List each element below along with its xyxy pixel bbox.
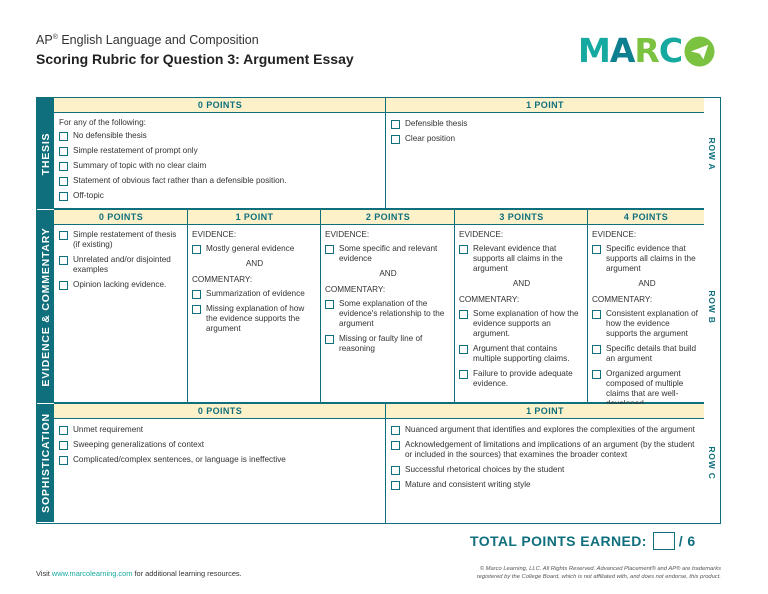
sophistication-side-label: SOPHISTICATION bbox=[37, 404, 54, 522]
checkbox-icon[interactable] bbox=[391, 481, 400, 490]
paper-plane-icon bbox=[683, 35, 716, 68]
marco-logo bbox=[578, 31, 716, 70]
checkbox-icon[interactable] bbox=[59, 147, 68, 156]
criterion-checkbox[interactable]: Acknowledgement of limitations and implications of an argument (by the student or included in the sources) that examines the broader context bbox=[391, 440, 703, 460]
total-points-out-of: / 6 bbox=[678, 533, 696, 549]
thesis-0-points-header: 0 POINTS bbox=[54, 98, 386, 113]
criterion-checkbox[interactable]: Statement of obvious fact rather than a defensible position. bbox=[59, 176, 381, 186]
criterion-checkbox[interactable]: Unmet requirement bbox=[59, 425, 381, 435]
checkbox-icon[interactable] bbox=[59, 281, 68, 290]
thesis-1-point-header: 1 POINT bbox=[386, 98, 704, 113]
criterion-checkbox[interactable]: Opinion lacking evidence. bbox=[59, 280, 183, 290]
evidence-3-points-header: 3 POINTS bbox=[455, 210, 588, 225]
evidence-2-points-header: 2 POINTS bbox=[321, 210, 455, 225]
checkbox-icon[interactable] bbox=[459, 310, 468, 319]
scoring-rubric-table bbox=[36, 97, 721, 524]
criterion-checkbox[interactable]: Simple restatement of prompt only bbox=[59, 146, 381, 156]
sophistication-1-point-header: 1 POINT bbox=[386, 404, 704, 419]
evidence-side-label: EVIDENCE & COMMENTARY bbox=[37, 210, 54, 403]
checkbox-icon[interactable] bbox=[592, 310, 601, 319]
checkbox-icon[interactable] bbox=[459, 345, 468, 354]
checkbox-icon[interactable] bbox=[592, 370, 601, 379]
column-divider bbox=[385, 98, 386, 208]
evidence-label: EVIDENCE: bbox=[192, 230, 237, 239]
criterion-checkbox[interactable]: Summarization of evidence bbox=[192, 289, 317, 299]
criterion-checkbox[interactable]: Some explanation of how the evidence supports an argument. bbox=[459, 309, 584, 339]
criterion-checkbox[interactable]: Some explanation of the evidence's relationship to the argument bbox=[325, 299, 451, 329]
checkbox-icon[interactable] bbox=[325, 245, 334, 254]
and-separator: AND bbox=[512, 279, 531, 288]
criterion-checkbox[interactable]: Sweeping generalizations of context bbox=[59, 440, 381, 450]
logo-letter-r: R bbox=[634, 31, 659, 70]
criterion-checkbox[interactable]: Consistent explanation of how the evidence supports the argument bbox=[592, 309, 702, 339]
sophistication-0-points-cell bbox=[59, 425, 381, 470]
commentary-label: COMMENTARY: bbox=[325, 285, 386, 294]
checkbox-icon[interactable] bbox=[59, 456, 68, 465]
page-title: Scoring Rubric for Question 3: Argument Essay bbox=[36, 51, 354, 67]
column-divider bbox=[385, 404, 386, 523]
checkbox-icon[interactable] bbox=[592, 345, 601, 354]
checkbox-icon[interactable] bbox=[391, 441, 400, 450]
checkbox-icon[interactable] bbox=[59, 132, 68, 141]
column-divider bbox=[454, 210, 455, 402]
thesis-0-points-cell bbox=[59, 118, 381, 206]
criterion-checkbox[interactable]: Unrelated and/or disjointed examples bbox=[59, 255, 183, 275]
criterion-checkbox[interactable]: Simple restatement of thesis (if existing) bbox=[59, 230, 183, 250]
criterion-checkbox[interactable]: Clear position bbox=[391, 134, 701, 144]
evidence-3-points-cell bbox=[459, 230, 584, 394]
checkbox-icon[interactable] bbox=[192, 305, 201, 314]
evidence-label: EVIDENCE: bbox=[592, 230, 637, 239]
criterion-checkbox[interactable]: Argument that contains multiple supporting claims. bbox=[459, 344, 584, 364]
and-separator: AND bbox=[379, 269, 397, 278]
criterion-checkbox[interactable]: Complicated/complex sentences, or language is ineffective bbox=[59, 455, 381, 465]
criterion-checkbox[interactable]: Failure to provide adequate evidence. bbox=[459, 369, 584, 389]
footer-visit: Visit www.marcolearning.com for additional learning resources. bbox=[36, 569, 242, 578]
course-subtitle: AP® English Language and Composition bbox=[36, 33, 259, 47]
criterion-checkbox[interactable]: Missing or faulty line of reasoning bbox=[325, 334, 451, 354]
logo-wordmark bbox=[578, 31, 683, 70]
checkbox-icon[interactable] bbox=[59, 426, 68, 435]
commentary-label: COMMENTARY: bbox=[192, 275, 253, 284]
thesis-side-label: THESIS bbox=[37, 98, 54, 209]
checkbox-icon[interactable] bbox=[59, 256, 68, 265]
criterion-checkbox[interactable]: Nuanced argument that identifies and explores the complexities of the argument bbox=[391, 425, 703, 435]
evidence-2-points-cell bbox=[325, 230, 451, 359]
column-divider bbox=[320, 210, 321, 402]
criterion-checkbox[interactable]: Successful rhetorical choices by the student bbox=[391, 465, 703, 475]
checkbox-icon[interactable] bbox=[459, 245, 468, 254]
evidence-1-point-cell bbox=[192, 230, 317, 339]
total-points bbox=[470, 532, 696, 550]
checkbox-icon[interactable] bbox=[391, 120, 400, 129]
checkbox-icon[interactable] bbox=[59, 441, 68, 450]
and-separator: AND bbox=[638, 279, 656, 288]
criterion-checkbox[interactable]: Mature and consistent writing style bbox=[391, 480, 703, 490]
evidence-4-points-cell bbox=[592, 230, 702, 414]
website-link[interactable]: www.marcolearning.com bbox=[51, 569, 133, 578]
criterion-checkbox[interactable]: No defensible thesis bbox=[59, 131, 381, 141]
thesis-0-intro: For any of the following: bbox=[59, 118, 146, 127]
sophistication-0-points-header: 0 POINTS bbox=[54, 404, 386, 419]
criterion-checkbox[interactable]: Specific details that build an argument bbox=[592, 344, 702, 364]
checkbox-icon[interactable] bbox=[192, 245, 201, 254]
criterion-checkbox[interactable]: Off-topic bbox=[59, 191, 381, 201]
commentary-label: COMMENTARY: bbox=[459, 295, 520, 304]
row-b-label: ROW B bbox=[707, 289, 717, 324]
checkbox-icon[interactable] bbox=[592, 245, 601, 254]
row-c-label: ROW C bbox=[707, 446, 717, 480]
checkbox-icon[interactable] bbox=[459, 370, 468, 379]
checkbox-icon[interactable] bbox=[59, 162, 68, 171]
checkbox-icon[interactable] bbox=[325, 335, 334, 344]
criterion-checkbox[interactable]: Some specific and relevant evidence bbox=[325, 244, 451, 264]
checkbox-icon[interactable] bbox=[59, 177, 68, 186]
checkbox-icon[interactable] bbox=[391, 466, 400, 475]
evidence-0-points-cell bbox=[59, 230, 183, 295]
column-divider bbox=[187, 210, 188, 402]
criterion-checkbox[interactable]: Defensible thesis bbox=[391, 119, 701, 129]
total-points-label: TOTAL POINTS EARNED: bbox=[470, 533, 647, 549]
criterion-checkbox[interactable]: Relevant evidence that supports all claims in the argument bbox=[459, 244, 584, 274]
commentary-label: COMMENTARY: bbox=[592, 295, 653, 304]
evidence-1-point-header: 1 POINT bbox=[188, 210, 321, 225]
thesis-1-point-cell bbox=[391, 119, 701, 149]
footer-legal: © Marco Learning, LLC. All Rights Reserved. Advanced Placement® and AP® are trademarks registered by the College Board, which is not affiliated with, and does not endorse, this product. bbox=[476, 566, 721, 580]
evidence-label: EVIDENCE: bbox=[459, 230, 504, 239]
evidence-label: EVIDENCE: bbox=[325, 230, 370, 239]
logo-letter-c: C bbox=[658, 31, 683, 70]
criterion-checkbox[interactable]: Missing explanation of how the evidence supports the argument bbox=[192, 304, 317, 334]
criterion-checkbox[interactable]: Organized argument composed of multiple claims that are well- bbox=[592, 369, 702, 409]
checkbox-icon[interactable] bbox=[325, 300, 334, 309]
logo-letter-a: A bbox=[609, 31, 635, 70]
checkbox-icon[interactable] bbox=[59, 231, 68, 240]
sophistication-1-point-cell bbox=[391, 425, 703, 495]
row-a-label: ROW A bbox=[707, 137, 717, 170]
checkbox-icon[interactable] bbox=[391, 135, 400, 144]
logo-letter-m: M bbox=[578, 31, 610, 70]
checkbox-icon[interactable] bbox=[59, 192, 68, 201]
total-points-input[interactable] bbox=[653, 532, 675, 550]
column-divider bbox=[587, 210, 588, 402]
evidence-0-points-header: 0 POINTS bbox=[54, 210, 188, 225]
evidence-4-points-header: 4 POINTS bbox=[588, 210, 704, 225]
criterion-checkbox[interactable]: Summary of topic with no clear claim bbox=[59, 161, 381, 171]
and-separator: AND bbox=[245, 259, 264, 268]
checkbox-icon[interactable] bbox=[192, 290, 201, 299]
criterion-checkbox[interactable]: Specific evidence that supports all claims in the argument bbox=[592, 244, 702, 274]
checkbox-icon[interactable] bbox=[391, 426, 400, 435]
criterion-checkbox[interactable]: Mostly general evidence bbox=[192, 244, 317, 254]
